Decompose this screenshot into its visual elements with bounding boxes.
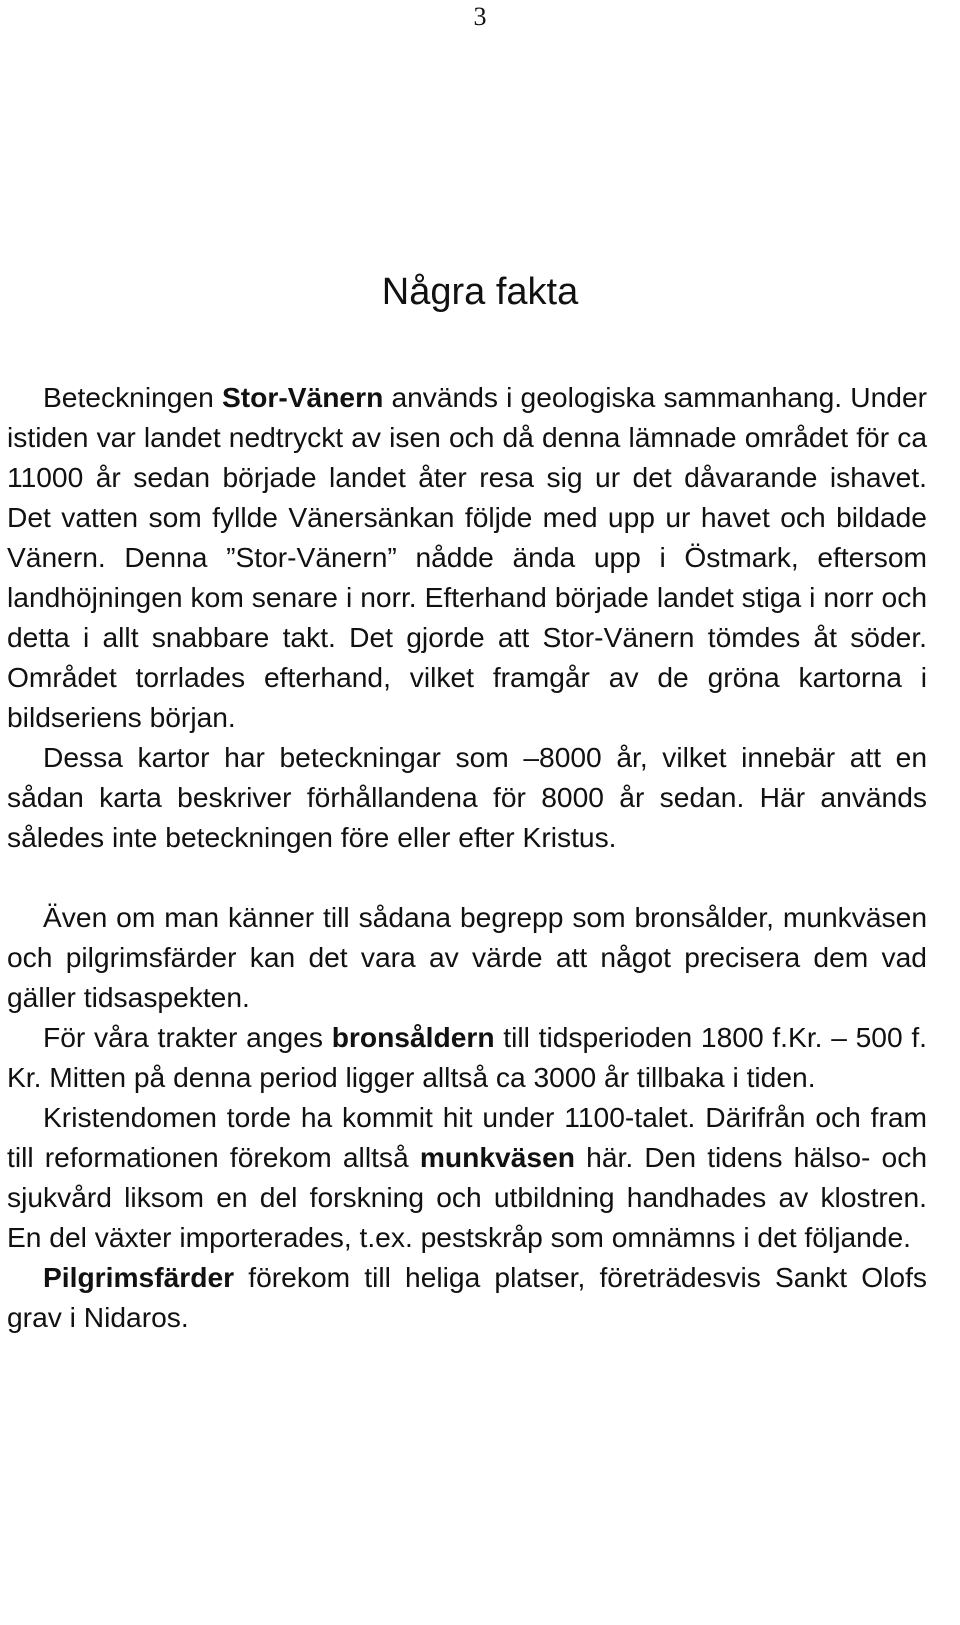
page-title: Några fakta xyxy=(381,271,579,313)
text-run: För våra trakter anges xyxy=(43,1021,332,1053)
term-munkvasen: munkväsen xyxy=(419,1141,575,1173)
paragraph-bronsalder xyxy=(7,1017,927,1097)
paragraph-pilgrimsfarder xyxy=(7,1257,927,1337)
text-run: Beteckningen xyxy=(43,381,222,413)
paragraph-kartor: Dessa kartor har beteckningar som –8000 år, vilket innebär att en sådan karta beskriver förhållandena för 8000 år sedan. Här används således inte beteckningen före eller efter Kristus. xyxy=(7,741,927,853)
paragraph-kristendomen xyxy=(7,1097,927,1257)
body-text xyxy=(7,377,927,1337)
page-number: 3 xyxy=(473,2,487,31)
text-run: används i geologiska sammanhang. Under istiden var landet nedtryckt av isen och då denna lämnade området för ca 11000 år sedan började landet åter resa sig ur det dåvarande ishavet. Det vatten som fyllde Vänersänkan följde med upp ur havet och bildade Vänern. Denna ”Stor-Vänern” nådde ända upp i Östmark, eftersom landhöjningen kom senare i norr. Efterhand började landet stiga i norr och detta i allt snabbare takt. Det gjorde att Stor-Vänern tömdes åt söder. Området torrlades efterhand, vilket framgår av de gröna kartorna i bildseriens början. xyxy=(7,381,928,733)
text-run: förekom till heliga platser, företrädesvis Sankt Olofs grav i Nidaros. xyxy=(7,1261,927,1333)
term-pilgrimsfarder: Pilgrimsfärder xyxy=(43,1261,235,1293)
text-run: Kristendomen torde ha kommit hit under 1100-talet. Därifrån och fram till reformationen förekom alltså xyxy=(7,1101,927,1173)
text-run: här. Den tidens hälso- och sjukvård liksom en del forskning och utbildning handhades av klostren. En del växter importerades, t.ex. pestskråp som omnämns i det följande. xyxy=(7,1141,927,1253)
paragraph-stor-vanern xyxy=(7,377,927,737)
term-bronsaldern: bronsåldern xyxy=(331,1021,495,1053)
paragraph-begrepp: Även om man känner till sådana begrepp som bronsålder, munkväsen och pilgrimsfärder kan det vara av värde att något precisera dem vad gäller tidsaspekten. xyxy=(7,901,927,1013)
text-run: till tidsperioden 1800 f.Kr. – 500 f. Kr. Mitten på denna period ligger alltså ca 3000 år tillbaka i tiden. xyxy=(7,1021,928,1093)
term-stor-vanern: Stor-Vänern xyxy=(221,381,384,413)
